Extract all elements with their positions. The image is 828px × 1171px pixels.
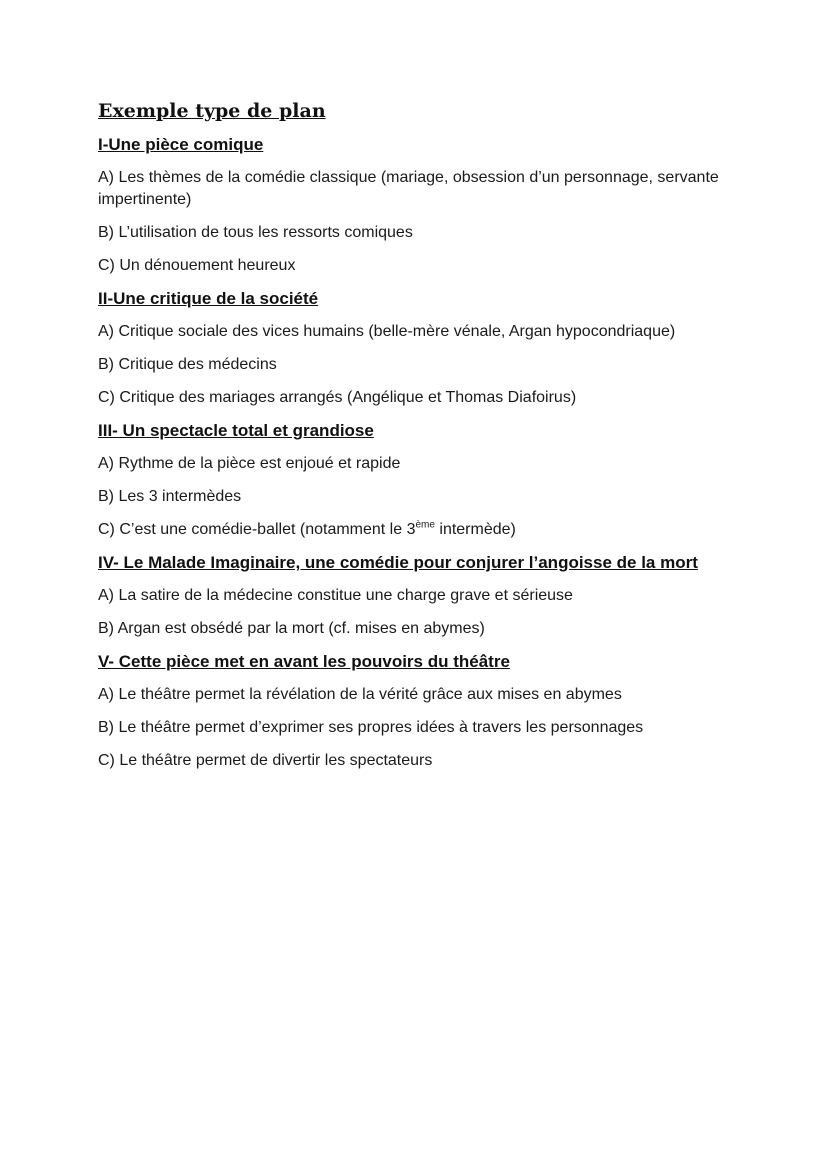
list-item: C) Le théâtre permet de divertir les spectateurs <box>98 752 433 769</box>
list-item: A) Critique sociale des vices humains (belle-mère vénale, Argan hypocondriaque) <box>98 323 676 340</box>
section-heading: II-Une critique de la société <box>98 289 319 308</box>
section-heading: I-Une pièce comique <box>98 135 264 154</box>
list-item: C) Un dénouement heureux <box>98 257 296 274</box>
list-item: B) Critique des médecins <box>98 356 277 373</box>
section-heading: IV- Le Malade Imaginaire, une comédie pour conjurer l’angoisse de la mort <box>98 553 698 572</box>
list-item: C) Critique des mariages arrangés (Angélique et Thomas Diafoirus) <box>98 389 577 406</box>
document-title: Exemple type de plan <box>98 100 326 122</box>
list-item: A) Rythme de la pièce est enjoué et rapide <box>98 455 401 472</box>
list-item: A) Le théâtre permet la révélation de la vérité grâce aux mises en abymes <box>98 686 622 703</box>
list-item: B) Le théâtre permet d’exprimer ses propres idées à travers les personnages <box>98 719 644 736</box>
section-2 <box>98 288 758 409</box>
ordinal-superscript: ème <box>415 519 435 531</box>
list-item: A) Les thèmes de la comédie classique (mariage, obsession d’un personnage, servante impertinente) <box>98 169 719 208</box>
section-4 <box>98 552 758 640</box>
section-heading: V- Cette pièce met en avant les pouvoirs du théâtre <box>98 652 510 671</box>
list-item: B) L’utilisation de tous les ressorts comiques <box>98 224 413 241</box>
section-5 <box>98 651 758 772</box>
list-item: A) La satire de la médecine constitue une charge grave et sérieuse <box>98 587 573 604</box>
section-heading: III- Un spectacle total et grandiose <box>98 421 374 440</box>
item-text-before: C) C’est une comédie-ballet (notamment le 3 <box>98 521 416 538</box>
list-item: B) Argan est obsédé par la mort (cf. mises en abymes) <box>98 620 485 637</box>
list-item: B) Les 3 intermèdes <box>98 488 242 505</box>
list-item-superscript <box>98 519 758 541</box>
section-1 <box>98 134 758 277</box>
item-text-after: intermède) <box>434 521 516 538</box>
section-3 <box>98 420 758 541</box>
document-page <box>98 98 758 783</box>
